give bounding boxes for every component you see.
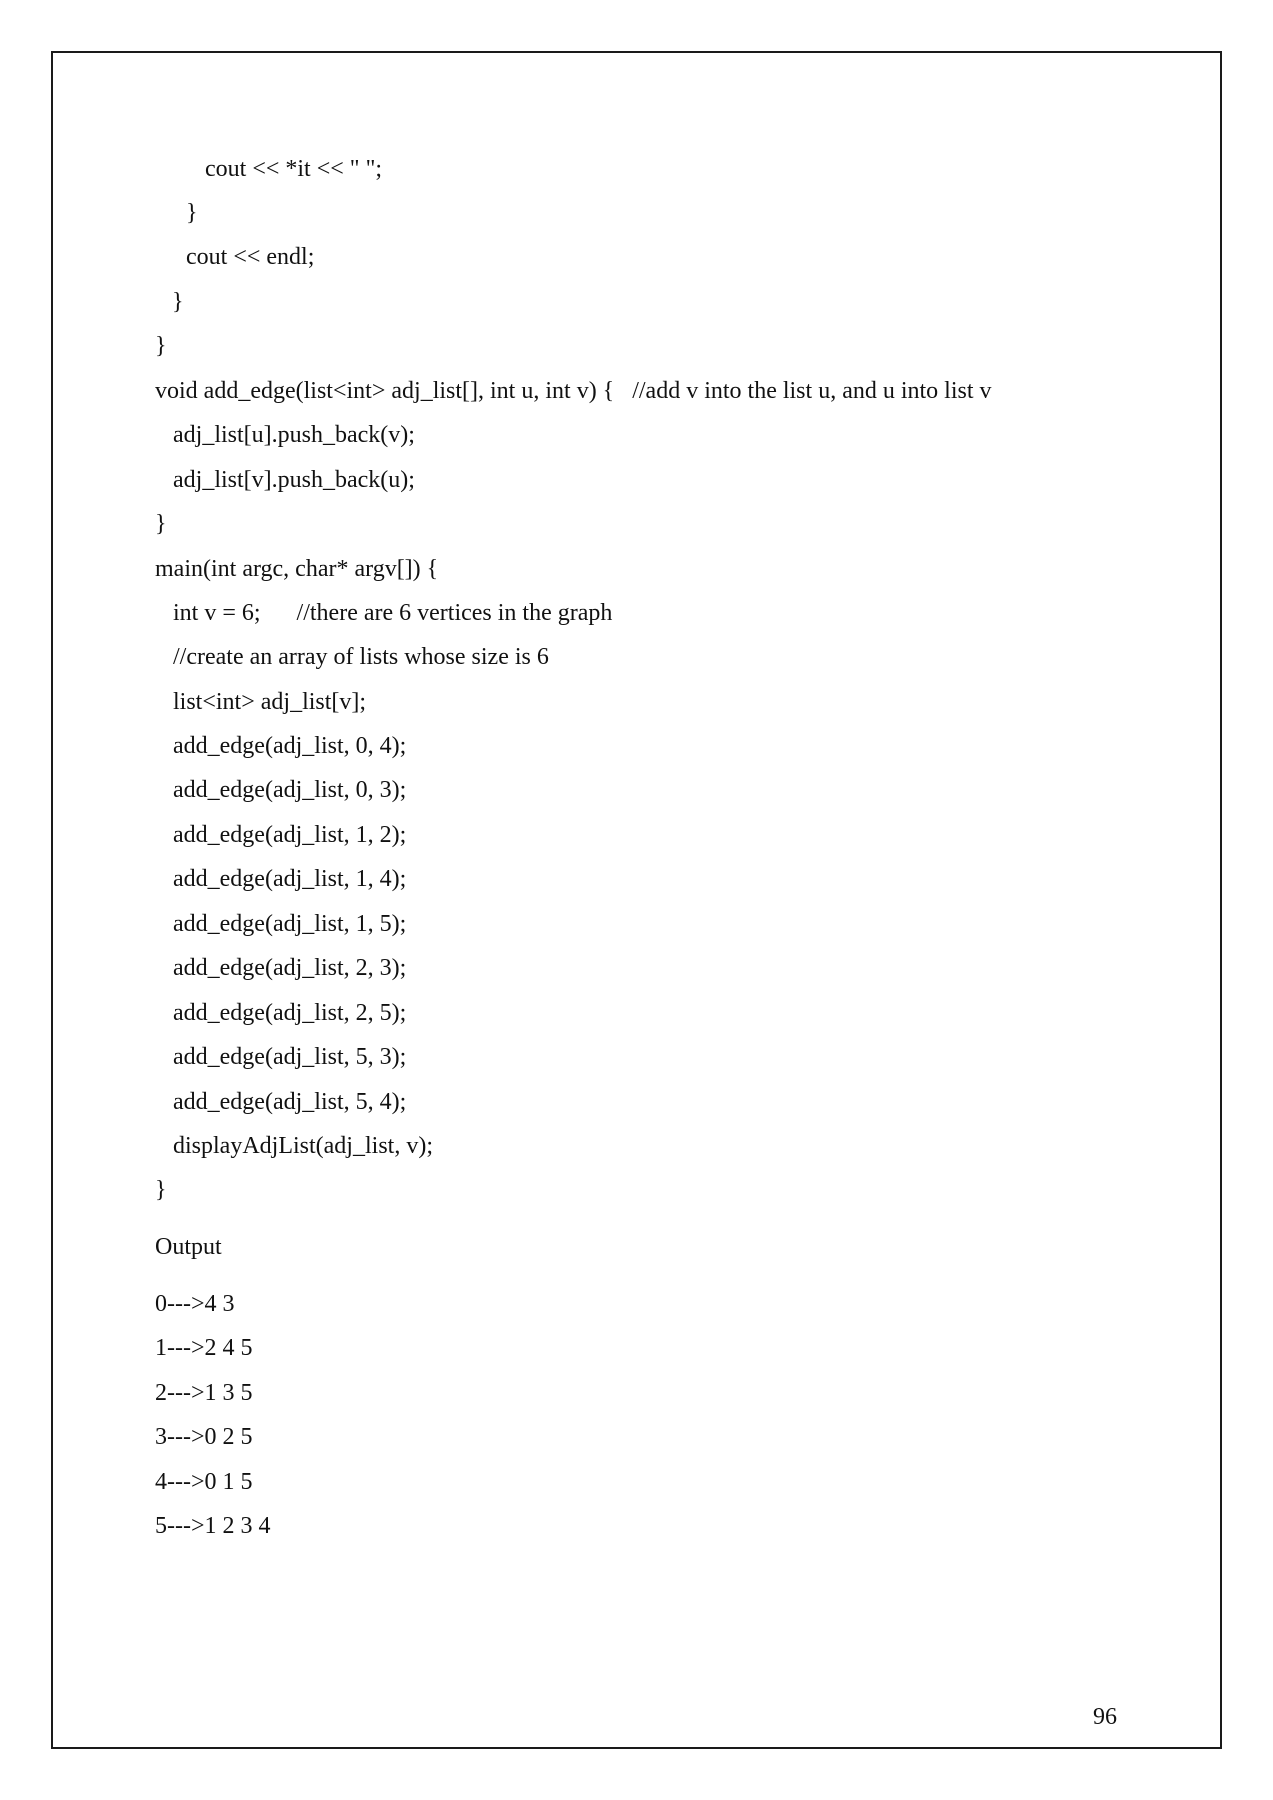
output-heading: Output: [155, 1234, 222, 1260]
code-line: cout << endl;: [186, 244, 315, 270]
output-line: 0--->4 3: [155, 1291, 235, 1317]
page-number: 96: [1093, 1704, 1117, 1730]
code-line: add_edge(adj_list, 5, 3);: [173, 1044, 407, 1070]
code-line: }: [155, 1177, 167, 1203]
output-line: 2--->1 3 5: [155, 1380, 253, 1406]
code-line: int v = 6; //there are 6 vertices in the graph: [173, 600, 613, 626]
code-line: adj_list[v].push_back(u);: [173, 467, 415, 493]
code-line: }: [155, 333, 167, 359]
code-line: //create an array of lists whose size is 6: [173, 644, 549, 670]
output-line: 5--->1 2 3 4: [155, 1513, 271, 1539]
code-line: void add_edge(list<int> adj_list[], int u, int v) { //add v into the list u, and u into list v: [155, 378, 992, 404]
code-line: add_edge(adj_list, 1, 2);: [173, 822, 407, 848]
code-line: adj_list[u].push_back(v);: [173, 422, 415, 448]
code-line: add_edge(adj_list, 5, 4);: [173, 1089, 407, 1115]
code-line: }: [155, 511, 167, 537]
code-line: add_edge(adj_list, 0, 3);: [173, 777, 407, 803]
output-line: 1--->2 4 5: [155, 1335, 253, 1361]
output-line: 3--->0 2 5: [155, 1424, 253, 1450]
output-line: 4--->0 1 5: [155, 1469, 253, 1495]
code-line: add_edge(adj_list, 2, 5);: [173, 1000, 407, 1026]
code-line: add_edge(adj_list, 0, 4);: [173, 733, 407, 759]
code-line: main(int argc, char* argv[]) {: [155, 556, 439, 582]
code-line: }: [172, 289, 184, 315]
code-line: }: [186, 200, 198, 226]
code-line: add_edge(adj_list, 2, 3);: [173, 955, 407, 981]
code-line: cout << *it << " ";: [205, 156, 383, 182]
code-line: add_edge(adj_list, 1, 4);: [173, 866, 407, 892]
code-line: add_edge(adj_list, 1, 5);: [173, 911, 407, 937]
code-line: displayAdjList(adj_list, v);: [173, 1133, 433, 1159]
code-line: list<int> adj_list[v];: [173, 689, 367, 715]
